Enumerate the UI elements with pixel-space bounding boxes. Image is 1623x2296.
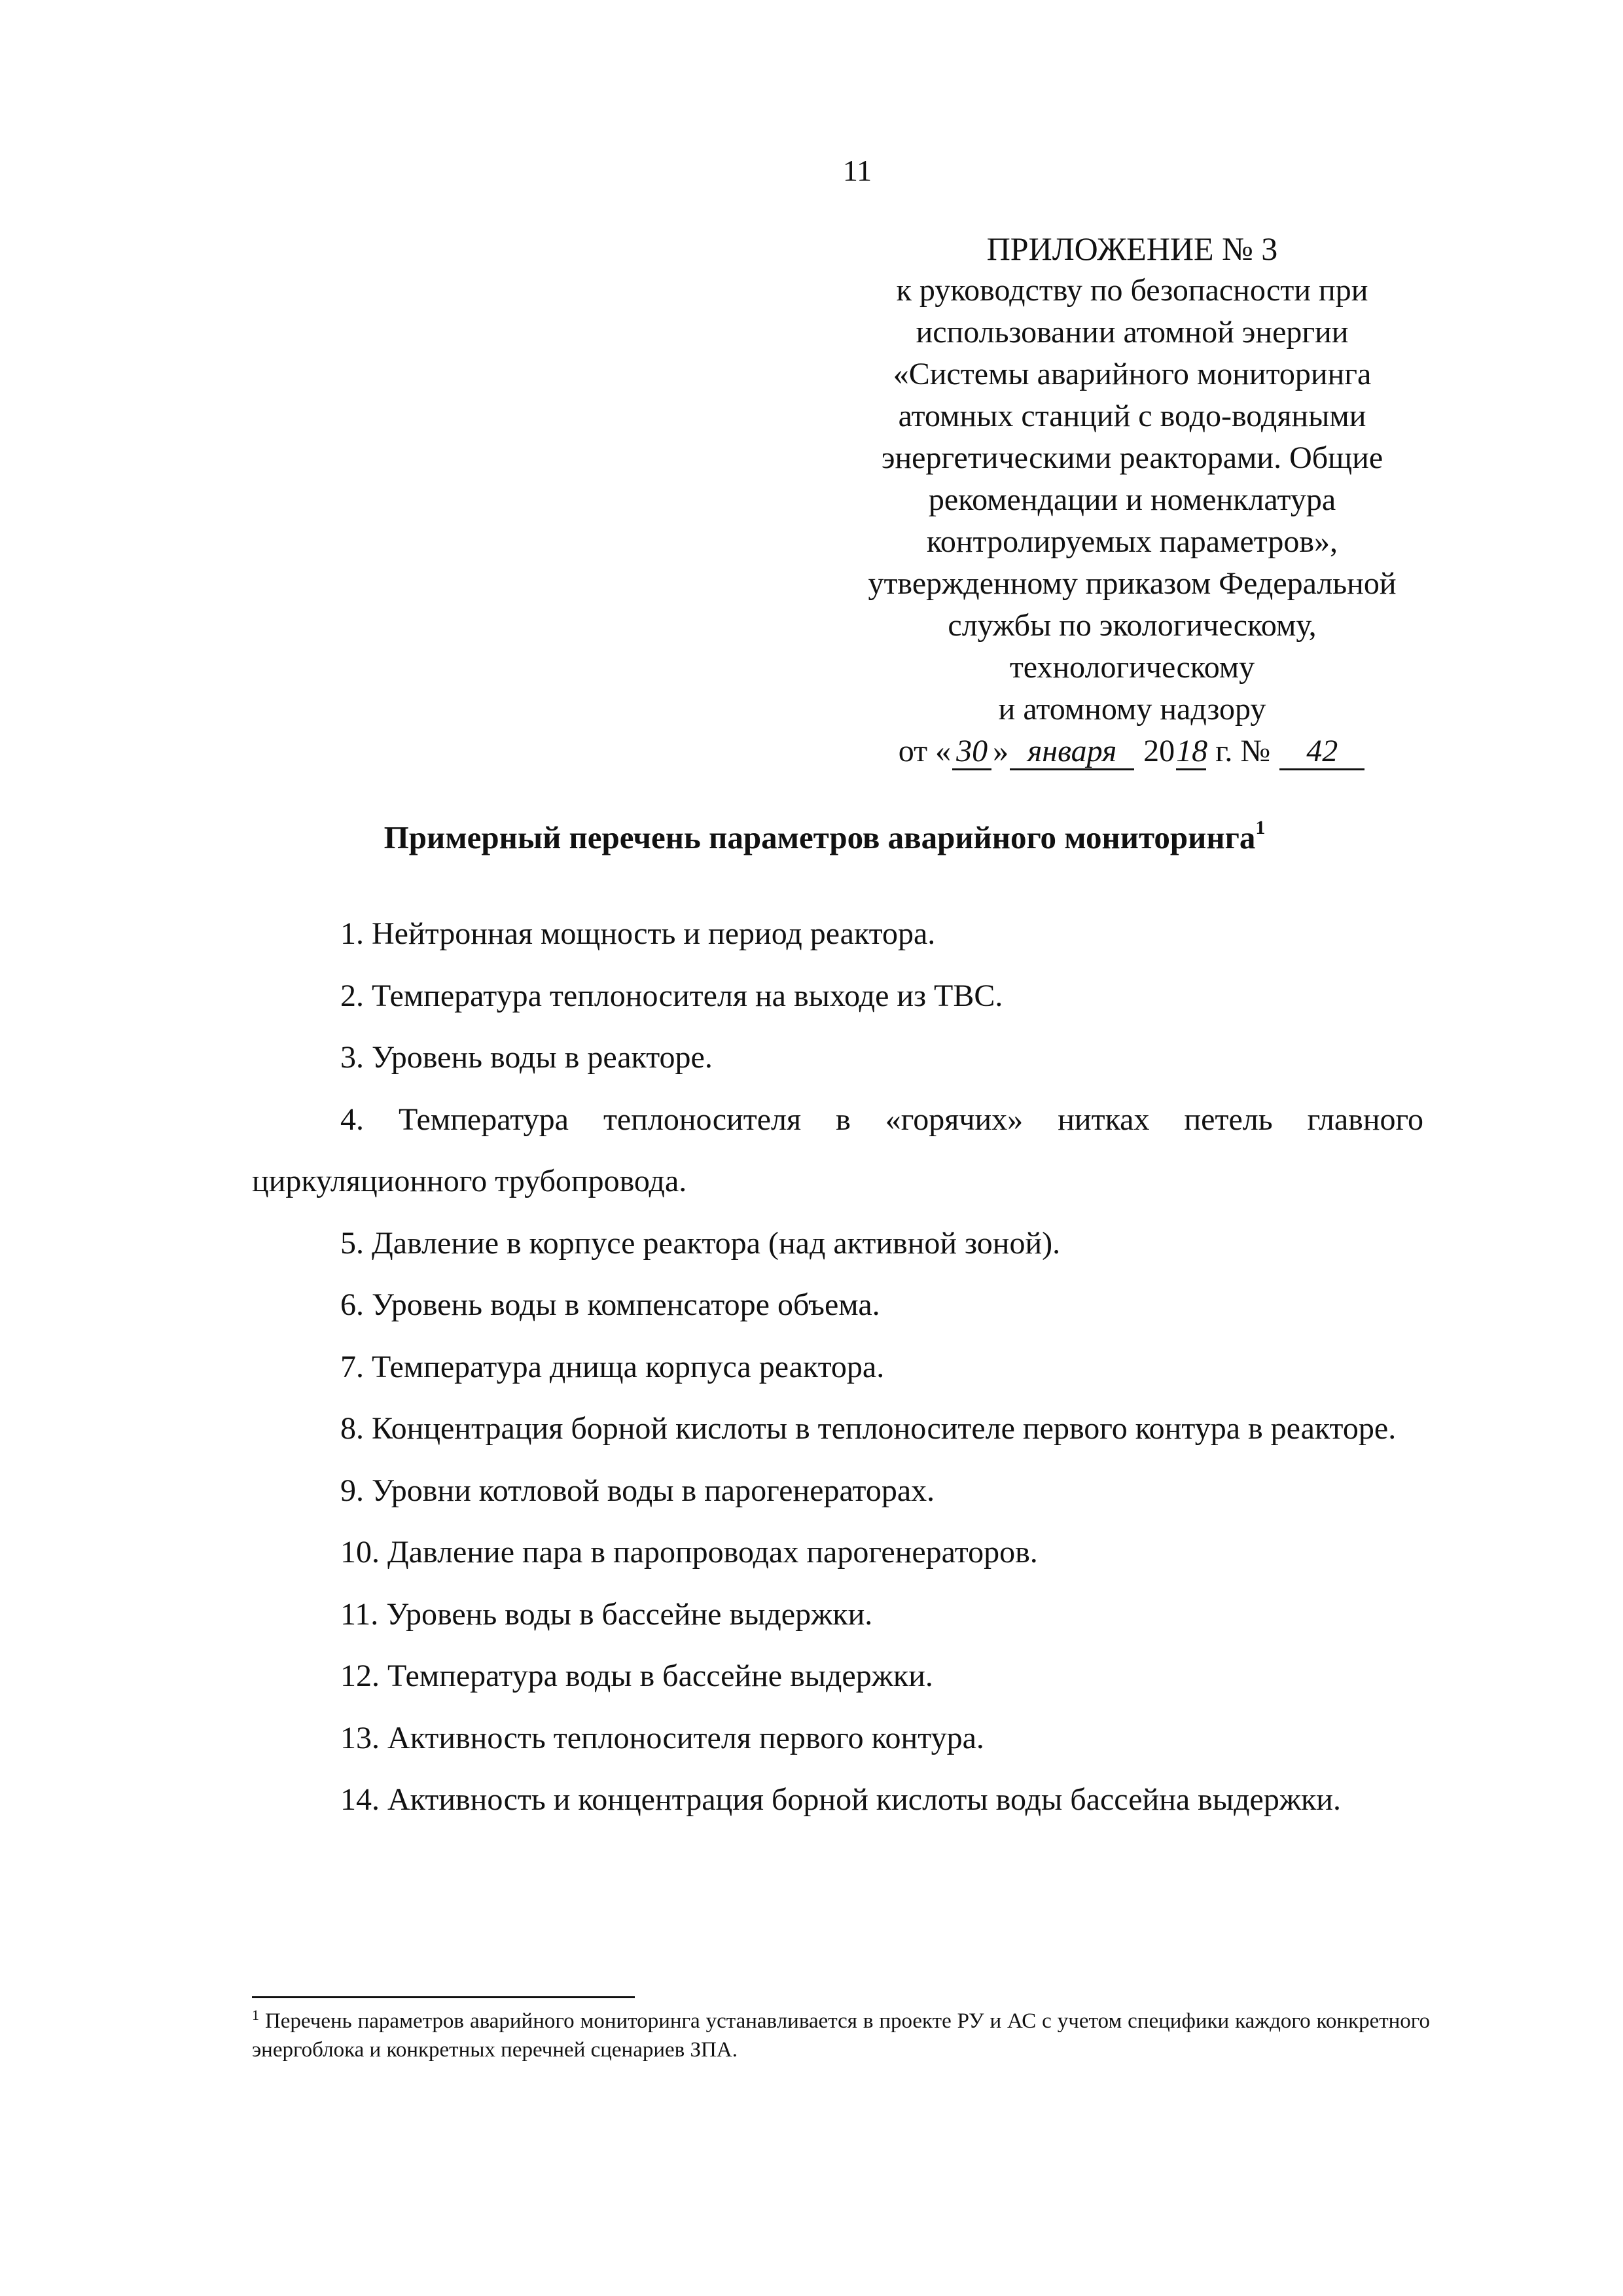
- appendix-line: и атомному надзору: [998, 692, 1266, 726]
- approval-year-suffix: 18: [1176, 734, 1206, 770]
- appendix-header: [825, 228, 1440, 772]
- footnote-divider: [252, 1996, 635, 1998]
- list-item: 10. Давление пара в паропроводах парогенераторов.: [340, 1535, 1038, 1570]
- appendix-line: к руководству по безопасности при: [896, 273, 1368, 308]
- heading-text: Примерный перечень параметров аварийного мониторинга: [383, 819, 1256, 855]
- list-item: 7. Температура днища корпуса реактора.: [340, 1349, 885, 1384]
- list-item: 8. Концентрация борной кислоты в теплоносителе первого контура в реакторе.: [340, 1411, 1397, 1446]
- list-item: 5. Давление в корпусе реактора (над активной зоной).: [340, 1225, 1061, 1261]
- list-item: 12. Температура воды в бассейне выдержки.: [340, 1659, 933, 1693]
- appendix-line: использовании атомной энергии: [916, 315, 1349, 350]
- list-item: 14. Активность и концентрация борной кислоты воды бассейна выдержки.: [340, 1782, 1341, 1817]
- document-heading: [252, 817, 1397, 859]
- parameter-list: [252, 903, 1423, 1831]
- approval-line: [825, 730, 1440, 772]
- appendix-title: ПРИЛОЖЕНИЕ № 3: [986, 230, 1278, 267]
- list-item: 6. Уровень воды в компенсаторе объема.: [340, 1287, 880, 1322]
- appendix-line: «Системы аварийного мониторинга: [893, 357, 1372, 391]
- approval-prefix: от «: [898, 734, 952, 768]
- appendix-line: утвержденному приказом Федеральной: [868, 566, 1397, 601]
- footnote-mark: 1: [252, 2007, 259, 2023]
- approval-year-label: г. №: [1215, 734, 1271, 768]
- footnote-text: Перечень параметров аварийного мониторинга устанавливается в проекте РУ и АС с учетом специфики каждого конкретного энергоблока и конкретных перечней сценариев ЗПА.: [252, 2009, 1431, 2062]
- list-item: 11. Уровень воды в бассейне выдержки.: [340, 1596, 873, 1632]
- appendix-line: службы по экологическому,: [948, 608, 1317, 643]
- appendix-line: технологическому: [1009, 650, 1255, 685]
- appendix-line: рекомендации и номенклатура: [928, 482, 1336, 517]
- approval-day: 30: [952, 734, 991, 770]
- list-item: 1. Нейтронная мощность и период реактора.: [340, 916, 936, 951]
- appendix-line: атомных станций с водо-водяными: [898, 399, 1366, 433]
- approval-quote-close: »: [993, 734, 1009, 768]
- appendix-line: энергетическими реакторами. Общие: [881, 440, 1383, 475]
- footnote: [252, 2007, 1430, 2064]
- page-number: 11: [842, 154, 872, 187]
- list-item: 3. Уровень воды в реакторе.: [340, 1040, 713, 1075]
- list-item: 9. Уровни котловой воды в парогенераторах.: [340, 1473, 935, 1508]
- approval-number: 42: [1279, 734, 1364, 770]
- approval-year-prefix: 20: [1143, 734, 1175, 768]
- approval-month: января: [1010, 734, 1134, 770]
- appendix-line: контролируемых параметров»,: [926, 524, 1338, 559]
- list-item: 2. Температура теплоносителя на выходе из ТВС.: [340, 978, 1003, 1013]
- heading-footnote-ref: 1: [1255, 817, 1266, 838]
- list-item: 4. Температура теплоносителя в «горячих» нитках петель главного циркуляционного трубопровода.: [252, 1102, 1423, 1198]
- list-item: 13. Активность теплоносителя первого контура.: [340, 1720, 984, 1755]
